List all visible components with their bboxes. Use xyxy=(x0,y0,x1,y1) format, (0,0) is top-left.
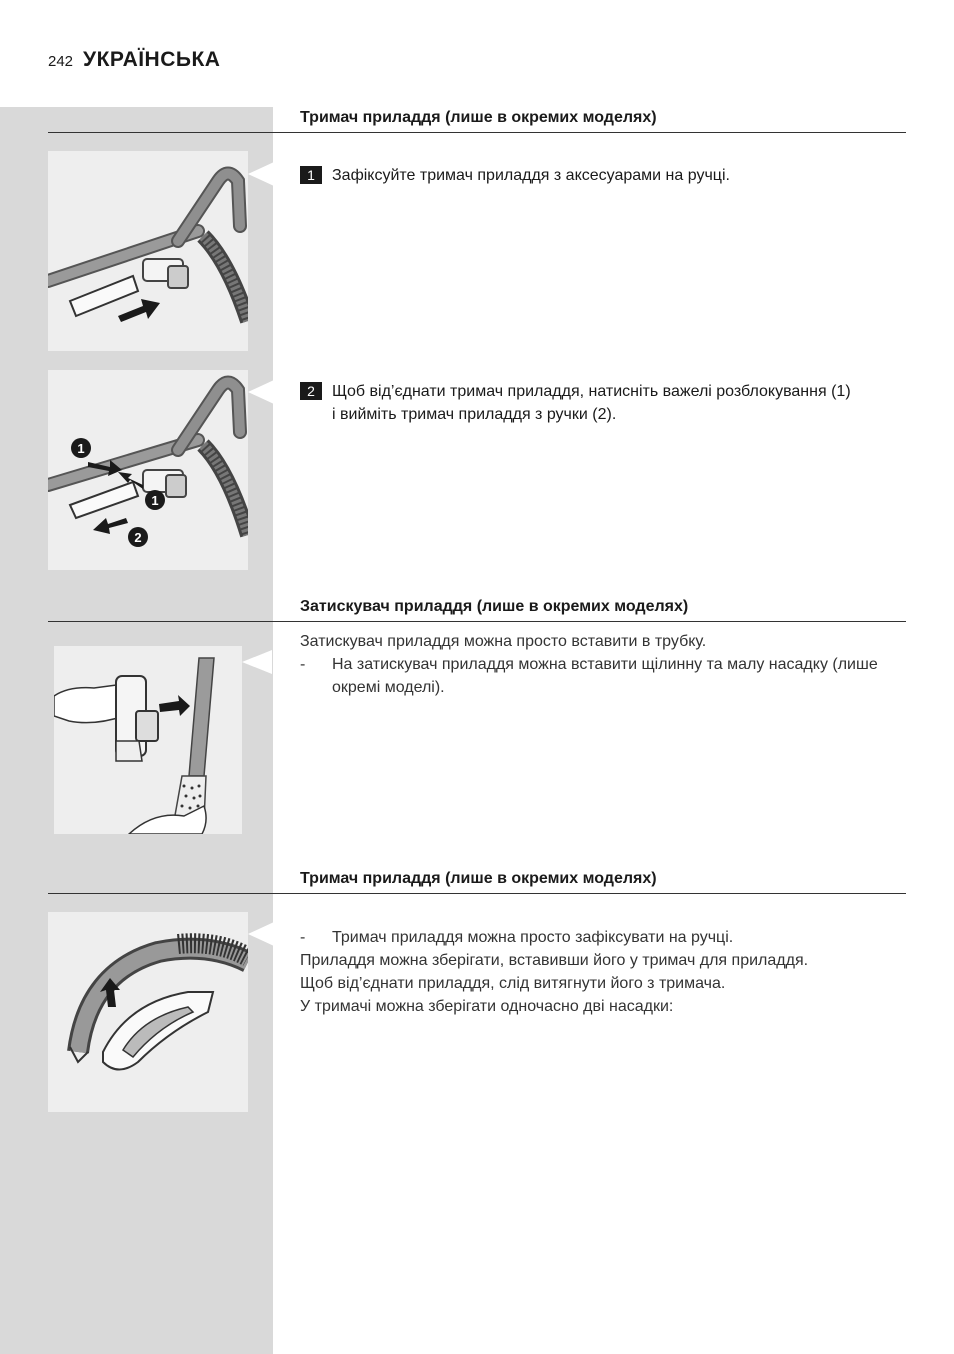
bullet-dash: - xyxy=(300,656,306,673)
page-language-title: УКРАЇНСЬКА xyxy=(83,48,221,71)
bullet-item xyxy=(300,926,906,949)
step-text: Щоб від’єднати тримач приладдя, натисніть важелі розблокування (1) і вийміть тримач приладдя з ручки (2). xyxy=(332,383,851,423)
illustration-remove-holder xyxy=(48,370,248,570)
section-rule xyxy=(48,132,906,133)
section-rule xyxy=(48,893,906,894)
handle-holder-image xyxy=(48,912,248,1112)
illustration-attach-holder xyxy=(48,151,248,351)
callout-remove-holder: 2 xyxy=(134,530,142,545)
bullet-text: На затискувач приладдя можна вставити щілинну та малу насадку (лише окремі моделі). xyxy=(332,656,878,696)
bullet-dash: - xyxy=(300,929,306,946)
step-number-badge: 1 xyxy=(300,166,322,184)
paragraph: Приладдя можна зберігати, вставивши його у тримач для приладдя. xyxy=(300,952,809,969)
callout-release-lever: 1 xyxy=(77,441,85,456)
paragraph: У тримачі можна зберігати одночасно дві насадки: xyxy=(300,998,674,1015)
section-title-accessory-holder: Тримач приладдя (лише в окремих моделях) xyxy=(300,109,657,126)
illustration-pointer xyxy=(242,650,272,674)
step-1 xyxy=(300,164,900,187)
illustration-holder-on-handle xyxy=(48,912,248,1112)
illustration-clip-on-tube xyxy=(54,646,242,834)
page-number: 242 xyxy=(48,53,74,70)
holder-description xyxy=(300,926,906,1018)
page-header xyxy=(48,48,220,78)
section-title-accessory-clip: Затискувач приладдя (лише в окремих моделях) xyxy=(300,598,689,615)
paragraph: Щоб від’єднати приладдя, слід витягнути його з тримача. xyxy=(300,975,726,992)
bullet-item xyxy=(300,653,906,699)
illustration-pointer xyxy=(248,922,274,946)
step-number-badge: 2 xyxy=(300,382,322,400)
step-2 xyxy=(300,380,900,426)
clip-insert-tube-image xyxy=(54,646,242,834)
vacuum-handle-release-image xyxy=(48,370,248,570)
bullet-text: Тримач приладдя можна просто зафіксувати на ручці. xyxy=(332,929,734,946)
paragraph: Затискувач приладдя можна просто вставити в трубку. xyxy=(300,633,707,650)
illustration-pointer xyxy=(248,380,274,404)
vacuum-handle-attach-image xyxy=(48,151,248,351)
section-rule xyxy=(48,621,906,622)
section-title-accessory-holder-2: Тримач приладдя (лише в окремих моделях) xyxy=(300,870,657,887)
step-text: Зафіксуйте тримач приладдя з аксесуарами на ручці. xyxy=(332,167,730,184)
illustration-pointer xyxy=(248,162,274,186)
callout-release-lever-2: 1 xyxy=(151,493,159,508)
clip-description xyxy=(300,630,906,699)
